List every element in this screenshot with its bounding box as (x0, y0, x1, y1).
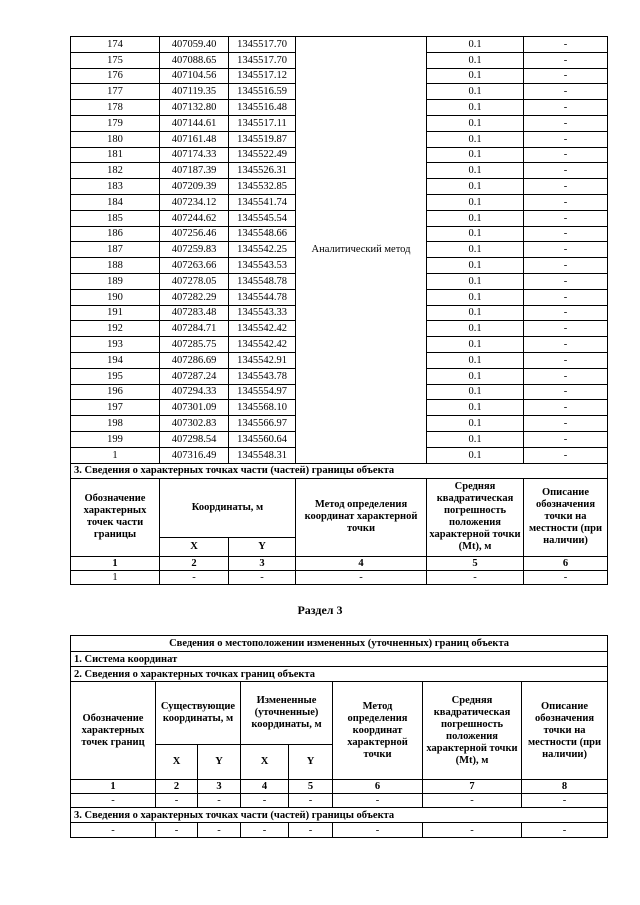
y-coordinate-cell: 1345516.48 (229, 100, 296, 116)
description-cell: - (524, 37, 608, 53)
description-cell: - (524, 447, 608, 463)
accuracy-cell: 0.1 (427, 400, 524, 416)
header-x2: X (241, 745, 289, 780)
accuracy-cell: 0.1 (427, 368, 524, 384)
description-cell: - (524, 258, 608, 274)
x-coordinate-cell: 407294.33 (160, 384, 229, 400)
description-cell: - (524, 289, 608, 305)
table-cell: - (423, 823, 522, 838)
point-number-cell: 188 (71, 258, 160, 274)
column-number-cell: 6 (333, 780, 423, 794)
description-cell: - (524, 179, 608, 195)
y-coordinate-cell: 1345522.49 (229, 147, 296, 163)
table-cell: - (241, 823, 289, 838)
accuracy-cell: 0.1 (427, 289, 524, 305)
table-cell: - (198, 794, 241, 808)
column-numbers-row (71, 556, 608, 570)
column-number-cell: 5 (427, 556, 524, 570)
point-number-cell: 178 (71, 100, 160, 116)
part-points-title: 3. Сведения о характерных точках части (частей) границы объекта (71, 463, 608, 478)
accuracy-cell: 0.1 (427, 163, 524, 179)
x-coordinate-cell: 407278.05 (160, 273, 229, 289)
points-body (71, 37, 608, 464)
table-cell: - (333, 823, 423, 838)
point-number-cell: 186 (71, 226, 160, 242)
accuracy-cell: 0.1 (427, 210, 524, 226)
column-number-cell: 8 (522, 780, 608, 794)
part-points-title: 3. Сведения о характерных точках части (частей) границы объекта (71, 808, 608, 823)
table-cell: - (241, 794, 289, 808)
point-number-cell: 187 (71, 242, 160, 258)
table-cell: - (427, 570, 524, 584)
accuracy-cell: 0.1 (427, 258, 524, 274)
y-coordinate-cell: 1345542.42 (229, 321, 296, 337)
y-coordinate-cell: 1345517.11 (229, 115, 296, 131)
description-cell: - (524, 210, 608, 226)
column-number-cell: 1 (71, 780, 156, 794)
x-coordinate-cell: 407132.80 (160, 100, 229, 116)
description-cell: - (524, 68, 608, 84)
point-number-cell: 175 (71, 52, 160, 68)
description-cell: - (524, 368, 608, 384)
accuracy-cell: 0.1 (427, 305, 524, 321)
accuracy-cell: 0.1 (427, 194, 524, 210)
y-coordinate-cell: 1345548.78 (229, 273, 296, 289)
section-title: Раздел 3 (297, 603, 343, 617)
point-number-cell: 179 (71, 115, 160, 131)
header-existing-coords: Существующие координаты, м (156, 682, 241, 745)
point-number-cell: 191 (71, 305, 160, 321)
y-coordinate-cell: 1345526.31 (229, 163, 296, 179)
method-cell: Аналитический метод (296, 37, 427, 464)
accuracy-cell: 0.1 (427, 131, 524, 147)
column-number-cell: 6 (524, 556, 608, 570)
table-cell: 1 (71, 570, 160, 584)
x-coordinate-cell: 407263.66 (160, 258, 229, 274)
accuracy-cell: 0.1 (427, 68, 524, 84)
point-number-cell: 181 (71, 147, 160, 163)
x-coordinate-cell: 407256.46 (160, 226, 229, 242)
point-number-cell: 190 (71, 289, 160, 305)
description-cell: - (524, 52, 608, 68)
accuracy-cell: 0.1 (427, 242, 524, 258)
y-coordinate-cell: 1345516.59 (229, 84, 296, 100)
column-numbers-row (71, 780, 608, 794)
accuracy-cell: 0.1 (427, 147, 524, 163)
column-number-cell: 2 (160, 556, 229, 570)
point-number-cell: 184 (71, 194, 160, 210)
accuracy-cell: 0.1 (427, 321, 524, 337)
description-cell: - (524, 242, 608, 258)
point-number-cell: 198 (71, 416, 160, 432)
y-coordinate-cell: 1345566.97 (229, 416, 296, 432)
header-designation: Обозначение характерных точек части границы (71, 478, 160, 556)
x-coordinate-cell: 407119.35 (160, 84, 229, 100)
point-number-cell: 174 (71, 37, 160, 53)
description-cell: - (524, 100, 608, 116)
accuracy-cell: 0.1 (427, 273, 524, 289)
description-cell: - (524, 194, 608, 210)
y-coordinate-cell: 1345532.85 (229, 179, 296, 195)
header-x1: X (156, 745, 198, 780)
description-cell: - (524, 416, 608, 432)
table-cell: - (522, 823, 608, 838)
table-row (71, 794, 608, 808)
y-coordinate-cell: 1345560.64 (229, 431, 296, 447)
description-cell: - (524, 305, 608, 321)
y-coordinate-cell: 1345519.87 (229, 131, 296, 147)
y-coordinate-cell: 1345543.53 (229, 258, 296, 274)
column-number-cell: 3 (198, 780, 241, 794)
header-description: Описание обозначения точки на местности (при наличии) (524, 478, 608, 556)
y-coordinate-cell: 1345517.12 (229, 68, 296, 84)
header-description: Описание обозначения точки на местности (при наличии) (522, 682, 608, 780)
description-cell: - (524, 163, 608, 179)
table-cell: - (333, 794, 423, 808)
header-method: Метод определения координат характерной точки (333, 682, 423, 780)
x-coordinate-cell: 407244.62 (160, 210, 229, 226)
description-cell: - (524, 400, 608, 416)
table-row (71, 570, 608, 584)
table-cell: - (289, 794, 333, 808)
column-number-cell: 4 (296, 556, 427, 570)
y-coordinate-cell: 1345542.25 (229, 242, 296, 258)
x-coordinate-cell: 407088.65 (160, 52, 229, 68)
description-cell: - (524, 337, 608, 353)
table-cell: - (423, 794, 522, 808)
point-number-cell: 183 (71, 179, 160, 195)
accuracy-cell: 0.1 (427, 84, 524, 100)
y-coordinate-cell: 1345554.97 (229, 384, 296, 400)
column-number-cell: 2 (156, 780, 198, 794)
header-accuracy: Средняя квадратическая погрешность положения характерной точки (Mt), м (427, 478, 524, 556)
point-number-cell: 185 (71, 210, 160, 226)
x-coordinate-cell: 407283.48 (160, 305, 229, 321)
accuracy-cell: 0.1 (427, 431, 524, 447)
header-designation: Обозначение характерных точек границ (71, 682, 156, 780)
header-y: Y (229, 537, 296, 556)
y-coordinate-cell: 1345543.78 (229, 368, 296, 384)
column-number-cell: 5 (289, 780, 333, 794)
header-changed-coords: Измененные (уточненные) координаты, м (241, 682, 333, 745)
column-number-cell: 7 (423, 780, 522, 794)
y-coordinate-cell: 1345548.31 (229, 447, 296, 463)
y-coordinate-cell: 1345542.42 (229, 337, 296, 353)
accuracy-cell: 0.1 (427, 384, 524, 400)
accuracy-cell: 0.1 (427, 352, 524, 368)
y-coordinate-cell: 1345543.33 (229, 305, 296, 321)
table-row (71, 37, 608, 53)
y-coordinate-cell: 1345541.74 (229, 194, 296, 210)
x-coordinate-cell: 407104.56 (160, 68, 229, 84)
accuracy-cell: 0.1 (427, 416, 524, 432)
accuracy-cell: 0.1 (427, 37, 524, 53)
description-cell: - (524, 226, 608, 242)
table-row (71, 823, 608, 838)
x-coordinate-cell: 407209.39 (160, 179, 229, 195)
x-coordinate-cell: 407286.69 (160, 352, 229, 368)
x-coordinate-cell: 407259.83 (160, 242, 229, 258)
x-coordinate-cell: 407285.75 (160, 337, 229, 353)
point-number-cell: 199 (71, 431, 160, 447)
point-number-cell: 194 (71, 352, 160, 368)
accuracy-cell: 0.1 (427, 337, 524, 353)
description-cell: - (524, 352, 608, 368)
y-coordinate-cell: 1345568.10 (229, 400, 296, 416)
table-cell: - (156, 823, 198, 838)
x-coordinate-cell: 407316.49 (160, 447, 229, 463)
table-cell: - (524, 570, 608, 584)
accuracy-cell: 0.1 (427, 447, 524, 463)
table-cell: - (160, 570, 229, 584)
y-coordinate-cell: 1345517.70 (229, 37, 296, 53)
coord-system-label: 1. Система координат (71, 652, 608, 667)
x-coordinate-cell: 407302.83 (160, 416, 229, 432)
point-number-cell: 197 (71, 400, 160, 416)
header-y1: Y (198, 745, 241, 780)
x-coordinate-cell: 407287.24 (160, 368, 229, 384)
accuracy-cell: 0.1 (427, 115, 524, 131)
x-coordinate-cell: 407282.29 (160, 289, 229, 305)
description-cell: - (524, 147, 608, 163)
y-coordinate-cell: 1345517.70 (229, 52, 296, 68)
x-coordinate-cell: 407161.48 (160, 131, 229, 147)
table-cell: - (522, 794, 608, 808)
column-number-cell: 1 (71, 556, 160, 570)
x-coordinate-cell: 407284.71 (160, 321, 229, 337)
point-number-cell: 192 (71, 321, 160, 337)
accuracy-cell: 0.1 (427, 226, 524, 242)
description-cell: - (524, 321, 608, 337)
x-coordinate-cell: 407059.40 (160, 37, 229, 53)
description-cell: - (524, 273, 608, 289)
point-number-cell: 193 (71, 337, 160, 353)
table-cell: - (156, 794, 198, 808)
description-cell: - (524, 384, 608, 400)
point-number-cell: 177 (71, 84, 160, 100)
point-number-cell: 195 (71, 368, 160, 384)
point-number-cell: 196 (71, 384, 160, 400)
description-cell: - (524, 84, 608, 100)
column-number-cell: 3 (229, 556, 296, 570)
y-coordinate-cell: 1345548.66 (229, 226, 296, 242)
accuracy-cell: 0.1 (427, 100, 524, 116)
point-number-cell: 182 (71, 163, 160, 179)
table-cell: - (71, 794, 156, 808)
x-coordinate-cell: 407144.61 (160, 115, 229, 131)
table-title: Сведения о местоположении измененных (уточненных) границ объекта (71, 636, 608, 652)
point-number-cell: 1 (71, 447, 160, 463)
boundary-points-table (70, 36, 608, 585)
accuracy-cell: 0.1 (427, 52, 524, 68)
changed-boundaries-table (70, 635, 608, 838)
header-method: Метод определения координат характерной точки (296, 478, 427, 556)
x-coordinate-cell: 407301.09 (160, 400, 229, 416)
x-coordinate-cell: 407187.39 (160, 163, 229, 179)
y-coordinate-cell: 1345542.91 (229, 352, 296, 368)
header-accuracy: Средняя квадратическая погрешность положения характерной точки (Mt), м (423, 682, 522, 780)
description-cell: - (524, 131, 608, 147)
table-cell: - (198, 823, 241, 838)
x-coordinate-cell: 407234.12 (160, 194, 229, 210)
table-cell: - (229, 570, 296, 584)
table-cell: - (289, 823, 333, 838)
y-coordinate-cell: 1345544.78 (229, 289, 296, 305)
header-x: X (160, 537, 229, 556)
table-cell: - (296, 570, 427, 584)
accuracy-cell: 0.1 (427, 179, 524, 195)
y-coordinate-cell: 1345545.54 (229, 210, 296, 226)
header-y2: Y (289, 745, 333, 780)
table-cell: - (71, 823, 156, 838)
point-number-cell: 189 (71, 273, 160, 289)
header-coords: Координаты, м (160, 478, 296, 537)
points-title: 2. Сведения о характерных точках границ объекта (71, 667, 608, 682)
x-coordinate-cell: 407298.54 (160, 431, 229, 447)
description-cell: - (524, 115, 608, 131)
column-number-cell: 4 (241, 780, 289, 794)
point-number-cell: 180 (71, 131, 160, 147)
description-cell: - (524, 431, 608, 447)
x-coordinate-cell: 407174.33 (160, 147, 229, 163)
point-number-cell: 176 (71, 68, 160, 84)
